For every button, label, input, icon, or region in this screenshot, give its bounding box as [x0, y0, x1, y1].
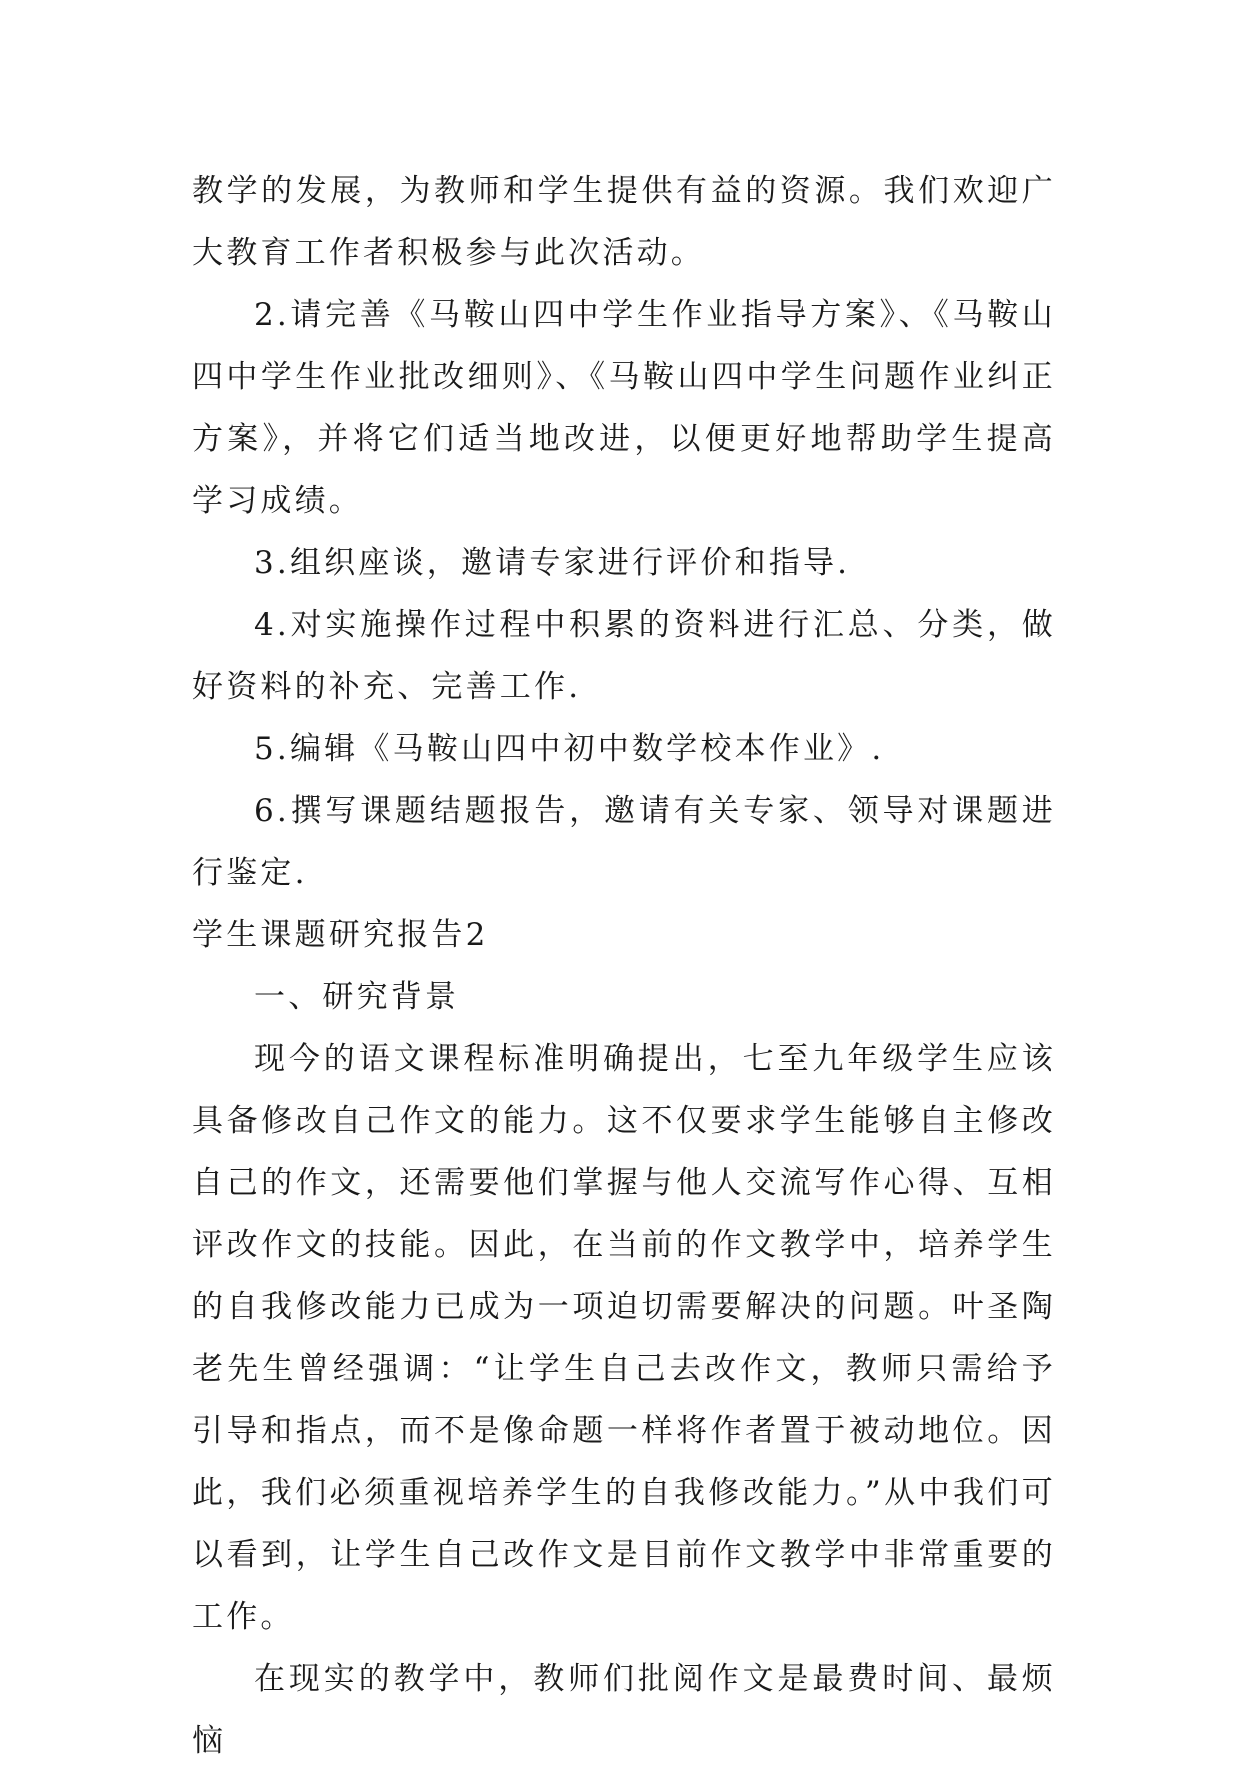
list-item-5: 5.编辑《马鞍山四中初中数学校本作业》.: [254, 731, 885, 767]
document-body: [192, 160, 1056, 1772]
body-paragraph-truncated: 在现实的教学中，教师们批阅作文是最费时间、最烦恼: [192, 1661, 1056, 1759]
list-item-6: 6.撰写课题结题报告，邀请有关专家、领导对课题进行鉴定.: [192, 793, 1056, 891]
body-paragraph: 现今的语文课程标准明确提出，七至九年级学生应该具备修改自己作文的能力。这不仅要求学生能够自主修改自己的作文，还需要他们掌握与他人交流写作心得、互相评改作文的技能。因此，在当前的作文教学中，培养学生的自我修改能力已成为一项迫切需要解决的问题。叶圣陶老先生曾经强调：“让学生自己去改作文，教师只需给予引导和指点，而不是像命题一样将作者置于被动地位。因此，我们必须重视培养学生的自我修改能力。”从中我们可以看到，让学生自己改作文是目前作文教学中非常重要的工作。: [192, 1041, 1056, 1635]
list-item-2: 2.请完善《马鞍山四中学生作业指导方案》、《马鞍山四中学生作业批改细则》、《马鞍山四中学生问题作业纠正方案》，并将它们适当地改进，以便更好地帮助学生提高学习成绩。: [192, 297, 1056, 519]
paragraph-continuation: 教学的发展，为教师和学生提供有益的资源。我们欢迎广大教育工作者积极参与此次活动。: [192, 173, 1056, 271]
list-item-3: 3.组织座谈，邀请专家进行评价和指导.: [254, 545, 851, 581]
subsection-heading: 一、研究背景: [254, 979, 460, 1015]
list-item-4: 4.对实施操作过程中积累的资料进行汇总、分类，做好资料的补充、完善工作.: [192, 607, 1056, 705]
section-title: 学生课题研究报告2: [192, 917, 489, 953]
